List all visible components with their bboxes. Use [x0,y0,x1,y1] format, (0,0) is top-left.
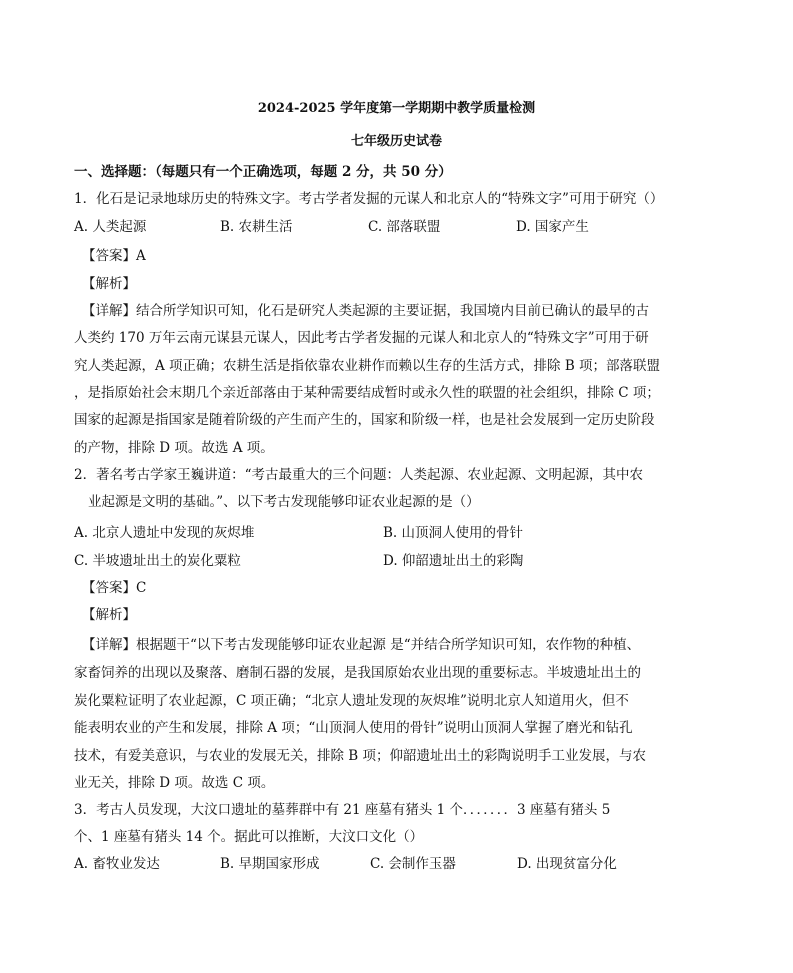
q2-analysis-label: 【解析】 [82,607,136,623]
q2-detail-line: 技术，有爱美意识，与农业的发展无关，排除 B 项；仰韶遗址出土的彩陶说明手工业发展，与农 [74,748,647,764]
q1-detail-line: 究人类起源，A 项正确；农耕生活是指依靠农业耕作而赖以生存的生活方式，排除 B 项；部落联盟 [74,358,661,374]
q2-option-b: B. 山顶洞人使用的骨针 [383,525,524,541]
q2-option-a: A. 北京人遗址中发现的灰烬堆 [74,525,255,541]
question-2-stem: 2．著名考古学家王巍讲道：“考古最重大的三个问题：人类起源、农业起源、文明起源，其中农 [74,467,643,483]
question-2-stem: 业起源是文明的基础。”、以下考古发现能够印证农业起源的是（） [88,494,480,510]
q3-option-d: D. 出现贫富分化 [517,856,617,872]
q3-option-a: A. 畜牧业发达 [74,856,160,872]
q1-detail-line: 国家的起源是指国家是随着阶级的产生而产生的，国家和阶级一样，也是社会发展到一定历史阶段 [74,412,655,428]
q1-detail-line: ，是指原始社会末期几个亲近部落由于某种需要结成暂时或永久性的联盟的社会组织，排除 C 项； [74,385,660,401]
q2-detail-line: 【详解】根据题干“以下考古发现能够印证农业起源 是“并结合所学知识可知，农作物的种植、 [82,637,641,653]
q1-detail-line: 的产物，排除 D 项。故选 A 项。 [74,440,274,456]
q3-option-b: B. 早期国家形成 [220,856,320,872]
q1-answer: 【答案】A [82,248,146,264]
exam-title: 2024-2025 学年度第一学期期中教学质量检测 [257,101,536,116]
q1-detail-line: 【详解】结合所学知识可知，化石是研究人类起源的主要证据，我国境内目前已确认的最早的古 [82,303,649,319]
question-1-stem: 1．化石是记录地球历史的特殊文字。考古学者发掘的元谋人和北京人的“特殊文字”可用于研究（） [74,191,664,207]
q1-option-a: A. 人类起源 [74,219,147,235]
q2-option-d: D. 仰韶遗址出土的彩陶 [383,553,524,569]
q1-option-b: B. 农耕生活 [220,219,293,235]
q2-option-c: C. 半坡遗址出土的炭化粟粒 [74,553,241,569]
section-heading: 一、选择题：（每题只有一个正确选项，每题 2 分，共 50 分） [74,164,452,180]
q1-detail-line: 人类约 170 万年云南元谋县元谋人，因此考古学者发掘的元谋人和北京人的“特殊文字”可用于研 [74,330,649,346]
q1-analysis-label: 【解析】 [82,276,136,292]
q2-detail-line: 能表明农业的产生和发展，排除 A 项；“山顶洞人使用的骨针”说明山顶洞人掌握了磨光和钻孔 [74,720,633,736]
exam-subtitle: 七年级历史试卷 [350,134,442,149]
q2-detail-line: 炭化粟粒证明了农业起源，C 项正确；“北京人遗址发现的灰烬堆”说明北京人知道用火，但不 [74,693,629,709]
question-3-stem: 3．考古人员发现，大汶口遗址的墓葬群中有 21 座墓有猪头 1 个．．．．．．．3 座墓有猪头 5 [74,802,611,818]
q2-detail-line: 家畜饲养的出现以及聚落、磨制石器的发展，是我国原始农业出现的重要标志。半坡遗址出土的 [74,665,641,681]
question-3-stem: 个、1 座墓有猪头 14 个。据此可以推断，大汶口文化（） [74,829,424,845]
q1-option-c: C. 部落联盟 [368,219,441,235]
q3-option-c: C. 会制作玉器 [370,856,456,872]
q2-detail-line: 业无关，排除 D 项。故选 C 项。 [74,775,275,791]
q1-option-d: D. 国家产生 [516,219,589,235]
q2-answer: 【答案】C [82,580,147,596]
